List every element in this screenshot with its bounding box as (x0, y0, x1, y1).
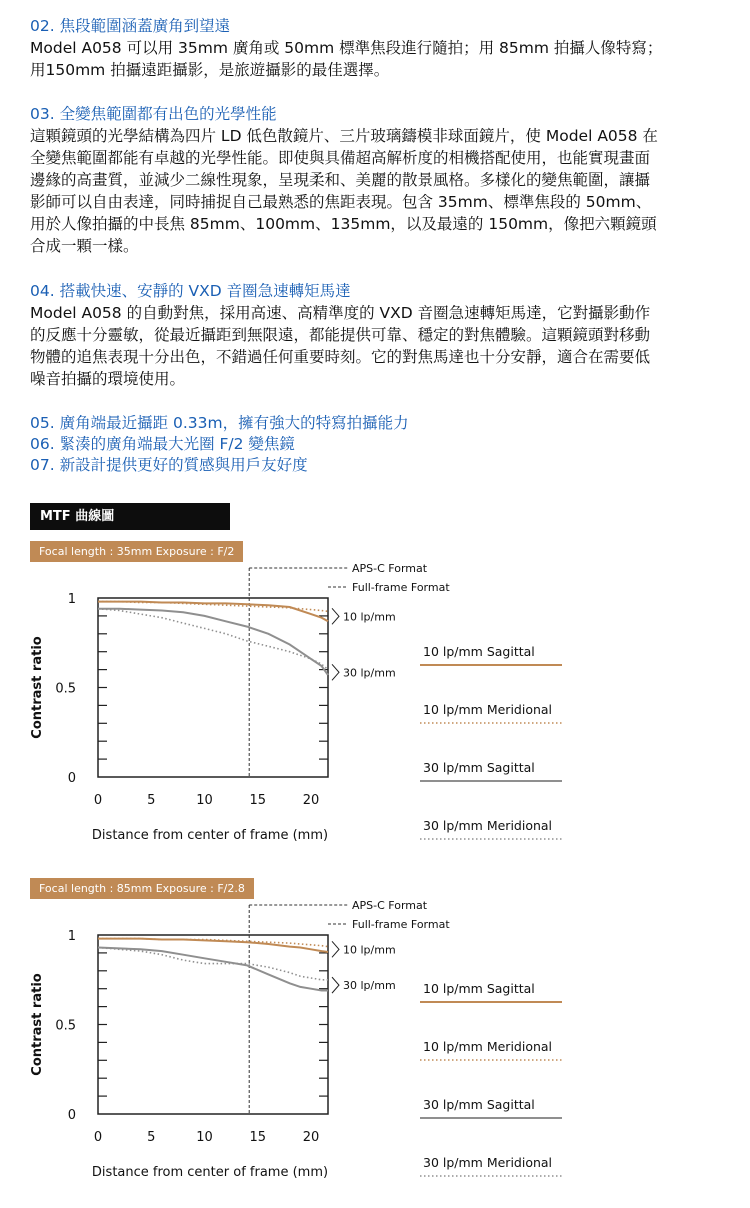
bracket-mark (332, 664, 339, 680)
section-body (30, 302, 730, 390)
y-axis-label: Contrast ratio (30, 973, 45, 1076)
section-focal-range (30, 15, 730, 81)
bracket-mark (332, 941, 339, 957)
legend-label: 30 lp/mm Sagittal (423, 1097, 535, 1112)
aps-c-label: APS-C Format (352, 899, 428, 912)
mtf-chart-85mm (0, 878, 750, 1208)
legend-label: 10 lp/mm Sagittal (423, 644, 535, 659)
body-line: Model A058 的自動對焦，採用高速、高精準度的 VXD 音圈急速轉矩馬達，它對攝影動作 (30, 304, 651, 322)
bracket-label: 10 lp/mm (343, 610, 396, 624)
y-tick-label: 1 (67, 592, 76, 607)
bracket-label: 30 lp/mm (343, 666, 396, 680)
body-line: 的反應十分靈敏，從最近攝距到無限遠，都能提供可靠、穩定的對焦體驗。這顆鏡頭對移動 (30, 326, 651, 344)
mtf-header: MTF 曲線圖 (30, 503, 230, 530)
focal-length-badge: Focal length : 35mm Exposure : F/2 (30, 541, 243, 562)
body-line: 影師可以自由表達，同時捕捉自己最熟悉的焦距表現。包含 35mm、標準焦段的 50mm、 (30, 193, 652, 211)
x-tick-label: 10 (196, 1130, 213, 1145)
legend-label: 10 lp/mm Sagittal (423, 981, 535, 996)
body-line: 合成一顆一樣。 (30, 237, 139, 255)
mtf-chart-svg (0, 541, 750, 871)
mtf-series-line (98, 948, 328, 980)
feature-item: 05. 廣角端最近攝距 0.33m，擁有強大的特寫拍攝能力 (30, 414, 409, 432)
body-line: 這顆鏡頭的光學結構為四片 LD 低色散鏡片、三片玻璃鑄模非球面鏡片，使 Model A058 在 (30, 127, 658, 145)
mtf-series-line (98, 948, 328, 991)
y-tick-label: 0 (67, 771, 76, 786)
x-tick-label: 5 (147, 793, 156, 808)
section-title: 04. 搭載快速、安靜的 VXD 音圈急速轉矩馬達 (30, 282, 351, 300)
y-tick-label: 0.5 (55, 681, 76, 697)
legend-label: 10 lp/mm Meridional (423, 702, 553, 717)
section-title: 03. 全變焦範圍都有出色的光學性能 (30, 105, 277, 123)
y-axis-label: Contrast ratio (30, 636, 45, 739)
mtf-series-line (98, 609, 328, 675)
section-body (30, 37, 730, 81)
full-frame-label: Full-frame Format (352, 581, 450, 594)
y-tick-label: 1 (67, 929, 76, 944)
section-body (30, 125, 730, 257)
plot-frame (98, 935, 328, 1114)
bracket-label: 10 lp/mm (343, 943, 396, 957)
plot-frame (98, 598, 328, 777)
mtf-chart-35mm (0, 541, 750, 871)
legend-label: 30 lp/mm Sagittal (423, 760, 535, 775)
full-frame-label: Full-frame Format (352, 918, 450, 931)
x-tick-label: 0 (93, 793, 103, 808)
section-optical-performance (30, 103, 730, 257)
bracket-mark (332, 977, 339, 993)
feature-list (30, 413, 409, 476)
x-tick-label: 5 (147, 1130, 156, 1145)
legend-label: 10 lp/mm Meridional (423, 1039, 553, 1054)
body-line: 物體的追焦表現十分出色，不錯過任何重要時刻。它的對焦馬達也十分安靜，適合在需要低 (30, 348, 651, 366)
bracket-label: 30 lp/mm (343, 979, 396, 993)
body-line: 噪音拍攝的環境使用。 (30, 370, 186, 388)
body-line: 用於人像拍攝的中長焦 85mm、100mm、135mm，以及最遠的 150mm，像把六顆鏡頭 (30, 215, 657, 233)
aps-c-label: APS-C Format (352, 562, 428, 575)
body-line: 全變焦範圍都能有卓越的光學性能。即使與具備超高解析度的相機搭配使用，也能實現畫面 (30, 149, 651, 167)
mtf-chart-svg (0, 878, 750, 1200)
y-tick-label: 0 (67, 1108, 76, 1123)
mtf-series-line (98, 939, 328, 952)
x-tick-label: 15 (249, 1130, 266, 1145)
x-tick-label: 20 (302, 1130, 320, 1145)
y-tick-label: 0.5 (55, 1018, 76, 1034)
body-line: 用150mm 拍攝遠距攝影，是旅遊攝影的最佳選擇。 (30, 61, 390, 79)
legend-label: 30 lp/mm Meridional (423, 818, 553, 833)
bracket-mark (332, 608, 339, 624)
x-axis-label: Distance from center of frame (mm) (91, 1165, 329, 1180)
legend-label: 30 lp/mm Meridional (423, 1155, 553, 1170)
x-axis-label: Distance from center of frame (mm) (91, 828, 329, 843)
focal-length-badge: Focal length : 85mm Exposure : F/2.8 (30, 878, 254, 899)
x-tick-label: 0 (93, 1130, 103, 1145)
body-line: Model A058 可以用 35mm 廣角或 50mm 標準焦段進行隨拍；用 85mm 拍攝人像特寫； (30, 39, 663, 57)
section-title: 02. 焦段範圍涵蓋廣角到望遠 (30, 17, 231, 35)
body-line: 邊緣的高畫質，並減少二線性現象，呈現柔和、美麗的散景風格。多樣化的變焦範圍，讓攝 (30, 171, 651, 189)
x-tick-label: 15 (249, 793, 266, 808)
x-tick-label: 20 (302, 793, 320, 808)
feature-item: 06. 緊湊的廣角端最大光圈 F/2 變焦鏡 (30, 435, 295, 453)
feature-item: 07. 新設計提供更好的質感與用戶友好度 (30, 456, 308, 474)
section-vxd-motor (30, 280, 730, 390)
x-tick-label: 10 (196, 793, 213, 808)
